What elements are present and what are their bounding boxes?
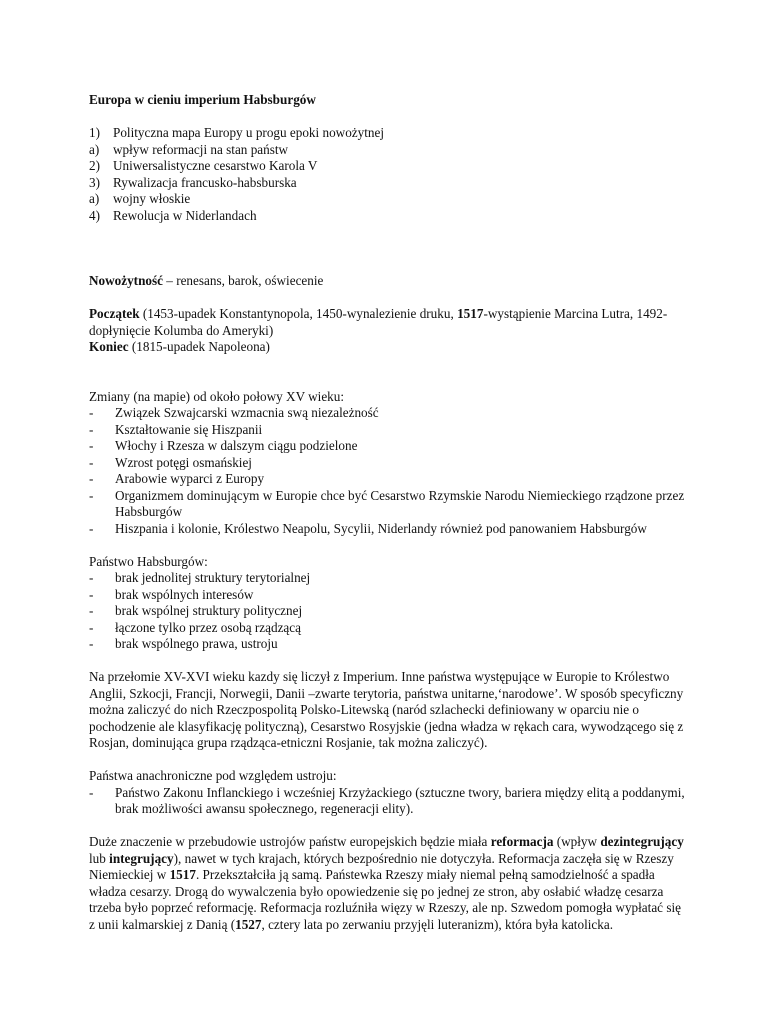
outline-number: a) — [89, 191, 100, 206]
list-item-text: łączone tylko przez osobą rządzącą — [115, 619, 301, 635]
list-item — [89, 405, 689, 422]
panstwo-list — [89, 570, 689, 653]
bullet-dash: - — [89, 405, 94, 420]
list-item — [89, 636, 689, 653]
outline-item — [89, 142, 689, 159]
outline-number: 4) — [89, 207, 100, 223]
outline-text: Rewolucja w Niderlandach — [113, 207, 257, 223]
przelom-paragraph: Na przełomie XV-XVI wieku kazdy się liczył z Imperium. Inne państwa występujące w Europie to Królestwo Anglii, Szkocji, Francji, Norwegii, Danii –zwarte terytoria, państwa unitarne,‘narodowe’. W sposób specyficzny można zaliczyć do nich Rzeczpospolitą Polsko-Litewską (naród szlachecki definiowany w oparciu nie o pochodzenie ale klasyfikację polityczną), Cesarstwo Rosyjskie (jedna władza w rękach cara, wywodzącego się z Rosjan, dominująca grupa rządząca-etniczni Rosjanie, tak można zaliczyć). — [89, 669, 684, 750]
list-item — [89, 455, 689, 472]
list-item-text: Związek Szwajcarski wzmacnia swą niezależność — [115, 405, 379, 420]
list-item-text: Kształtowanie się Hiszpanii — [115, 421, 263, 437]
outline-item — [89, 208, 689, 225]
outline-number: a) — [89, 141, 100, 157]
bullet-dash: - — [89, 570, 94, 585]
outline-text: Rywalizacja francusko-habsburska — [113, 174, 297, 190]
reformacja-paragraph — [89, 834, 689, 933]
reformacja-year: 1517 — [169, 867, 196, 882]
poczatek-line — [89, 306, 689, 339]
reformacja-text: ), nawet w tych krajach, których bezpośrednio nie dotyczyła. Reformacja zaczęła się w Rzeszy Niemieckiej w — [89, 850, 674, 882]
anachroniczne-heading: Państwa anachroniczne pod względem ustroju: — [89, 768, 337, 783]
koniec-line — [89, 339, 689, 356]
poczatek-text-2: -wystąpienie Marcina Lutra, 1492-dopłynięcie Kolumba do Ameryki) — [89, 306, 668, 338]
nowozytnosc-text: – renesans, barok, oświecenie — [163, 273, 324, 288]
reformacja-text: (wpływ — [553, 834, 601, 849]
bullet-dash: - — [89, 421, 94, 437]
list-item-text: brak wspólnych interesów — [115, 586, 254, 602]
outline-text: Uniwersalistyczne cesarstwo Karola V — [113, 158, 318, 173]
outline-text: wojny włoskie — [113, 191, 191, 206]
reformacja-term: reformacja — [490, 834, 554, 849]
list-item — [89, 471, 689, 488]
list-item — [89, 438, 689, 455]
koniec-term: Koniec — [89, 339, 129, 354]
list-item-text: brak jednolitej struktury terytorialnej — [115, 570, 311, 585]
outline-number: 1) — [89, 125, 100, 140]
anachroniczne-list — [89, 785, 689, 818]
outline-item — [89, 158, 689, 175]
outline-item — [89, 175, 689, 192]
zmiany-list — [89, 405, 689, 537]
list-item — [89, 620, 689, 637]
nowozytnosc-line — [89, 273, 689, 290]
bullet-dash: - — [89, 603, 94, 618]
outline-item — [89, 125, 689, 142]
list-item — [89, 587, 689, 604]
reformacja-text: . Przekształciła ją samą. Państewka Rzeszy miały niemal pełną samodzielność a spadła władza cesarzy. Drogą do wywalczenia było opowiedzenie się po jednej ze stron, aby osłabić władzę cesarza trzeba było poprzeć reformację. Reformacja rozluźniła więzy w Rzeszy, ale np. Szwedom pomogła wypłatać się z unii kalmarskiej z Danią ( — [89, 867, 681, 932]
poczatek-term: Początek — [89, 306, 140, 321]
bullet-dash: - — [89, 454, 94, 470]
poczatek-text: (1453-upadek Konstantynopola, 1450-wynalezienie druku, — [139, 306, 458, 321]
outline-number: 3) — [89, 174, 100, 190]
list-item-text: Arabowie wyparci z Europy — [115, 471, 265, 486]
list-item — [89, 521, 689, 538]
poczatek-year: 1517 — [457, 306, 484, 321]
list-item — [89, 488, 689, 521]
document-title: Europa w cieniu imperium Habsburgów — [89, 92, 316, 107]
outline-text: wpływ reformacji na stan państw — [113, 141, 289, 157]
bullet-dash: - — [89, 520, 94, 536]
outline-text: Polityczna mapa Europy u progu epoki nowożytnej — [113, 125, 385, 140]
reformacja-text: lub — [89, 850, 110, 866]
list-item-text: brak wspólnej struktury politycznej — [115, 603, 303, 618]
outline-list — [89, 125, 689, 224]
list-item-text: Hiszpania i kolonie, Królestwo Neapolu, Sycylii, Niderlandy również pod panowaniem Habsburgów — [115, 520, 647, 536]
reformacja-text: , cztery lata po zerwaniu przyjęli luteranizm), która była katolicka. — [261, 916, 613, 932]
dezintegrujacy-term: dezintegrujący — [600, 834, 684, 849]
list-item-text: brak wspólnego prawa, ustroju — [115, 636, 278, 651]
outline-item — [89, 191, 689, 208]
koniec-text: (1815-upadek Napoleona) — [128, 339, 270, 354]
list-item — [89, 422, 689, 439]
list-item-text: Organizmem dominującym w Europie chce być Cesarstwo Rzymskie Narodu Niemieckiego rządzone przez Habsburgów — [115, 487, 685, 519]
list-item — [89, 570, 689, 587]
bullet-dash: - — [89, 438, 94, 453]
bullet-dash: - — [89, 586, 94, 602]
list-item — [89, 785, 689, 818]
bullet-dash: - — [89, 487, 94, 503]
integrujacy-term: integrujący — [109, 850, 174, 866]
panstwo-heading: Państwo Habsburgów: — [89, 553, 208, 569]
outline-number: 2) — [89, 158, 100, 173]
reformacja-text: Duże znaczenie w przebudowie ustrojów państw europejskich będzie miała — [89, 834, 491, 849]
list-item-text: Państwo Zakonu Inflanckiego i wcześniej Krzyżackiego (sztuczne twory, bariera między elitą a poddanymi, brak możliwości awansu społecznego, regeneracji elity). — [115, 784, 685, 816]
document-page — [89, 92, 689, 933]
bullet-dash: - — [89, 784, 94, 800]
list-item-text: Wzrost potęgi osmańskiej — [115, 454, 252, 470]
kalmar-year: 1527 — [235, 916, 262, 932]
list-item-text: Włochy i Rzesza w dalszym ciągu podzielone — [115, 438, 358, 453]
bullet-dash: - — [89, 619, 94, 635]
zmiany-heading: Zmiany (na mapie) od około połowy XV wieku: — [89, 388, 345, 404]
list-item — [89, 603, 689, 620]
nowozytnosc-term: Nowożytność — [89, 273, 163, 288]
bullet-dash: - — [89, 636, 94, 651]
bullet-dash: - — [89, 471, 94, 486]
